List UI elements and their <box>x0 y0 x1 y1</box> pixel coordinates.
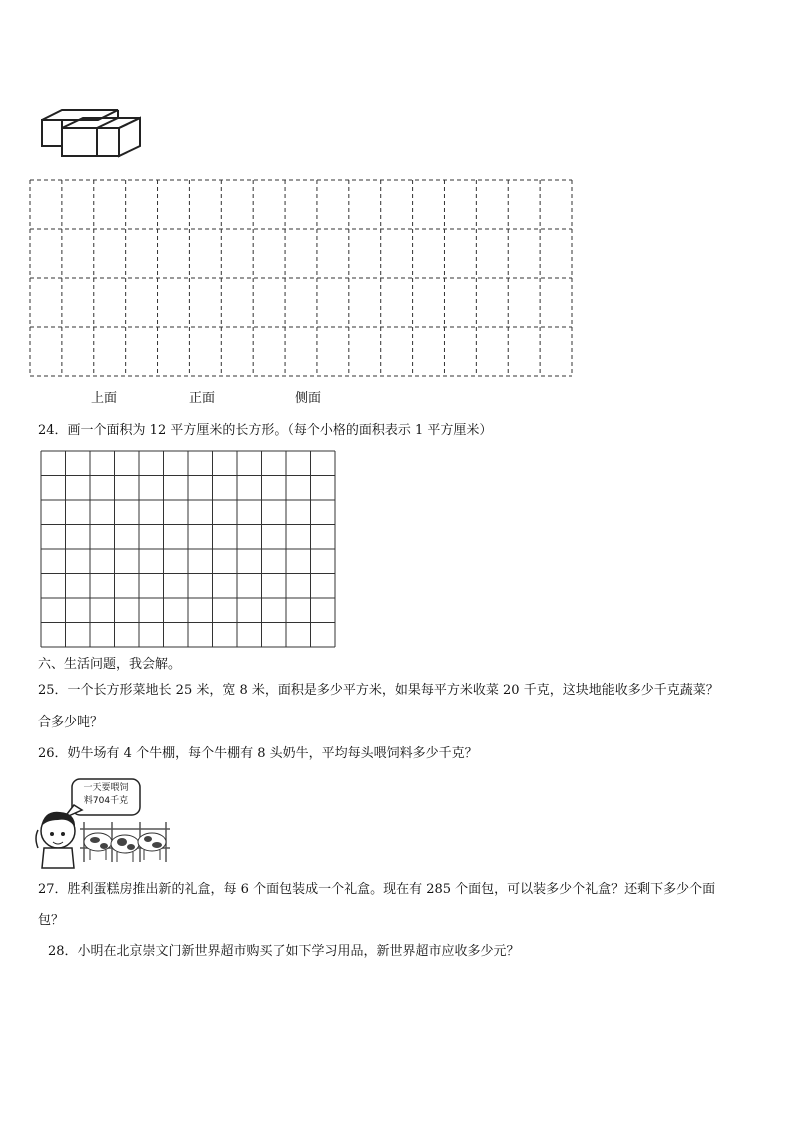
view-label-front: 正面 <box>189 391 216 406</box>
view-label-top: 上面 <box>91 391 118 406</box>
question-27-line1: 27．胜利蛋糕房推出新的礼盒，每 6 个面包装成一个礼盒。现在有 285 个面包，可以装多少个礼盒？还剩下多少个面 <box>38 882 716 897</box>
question-25-line2: 合多少吨？ <box>38 715 104 730</box>
question-27-line2: 包？ <box>38 913 65 928</box>
bubble-line-2: 料704千克 <box>83 796 129 806</box>
question-26: 26．奶牛场有 4 个牛棚，每个牛棚有 8 头奶牛，平均每头喂饲料多少千克？ <box>38 746 478 761</box>
question-24: 24．画一个面积为 12 平方厘米的长方形。（每个小格的面积表示 1 平方厘米） <box>38 423 493 438</box>
question-25-line1: 25．一个长方形菜地长 25 米，宽 8 米，面积是多少平方米，如果每平方米收菜 20 千克，这块地能收多少千克蔬菜？ <box>38 683 719 698</box>
view-label-side: 侧面 <box>295 391 322 406</box>
bubble-line-1: 一天要喂饲 <box>83 783 129 793</box>
section-6-title: 六、生活问题，我会解。 <box>38 657 182 672</box>
speech-bubble-text <box>74 782 138 808</box>
question-28: 28．小明在北京崇文门新世界超市购买了如下学习用品，新世界超市应收多少元？ <box>48 944 520 959</box>
